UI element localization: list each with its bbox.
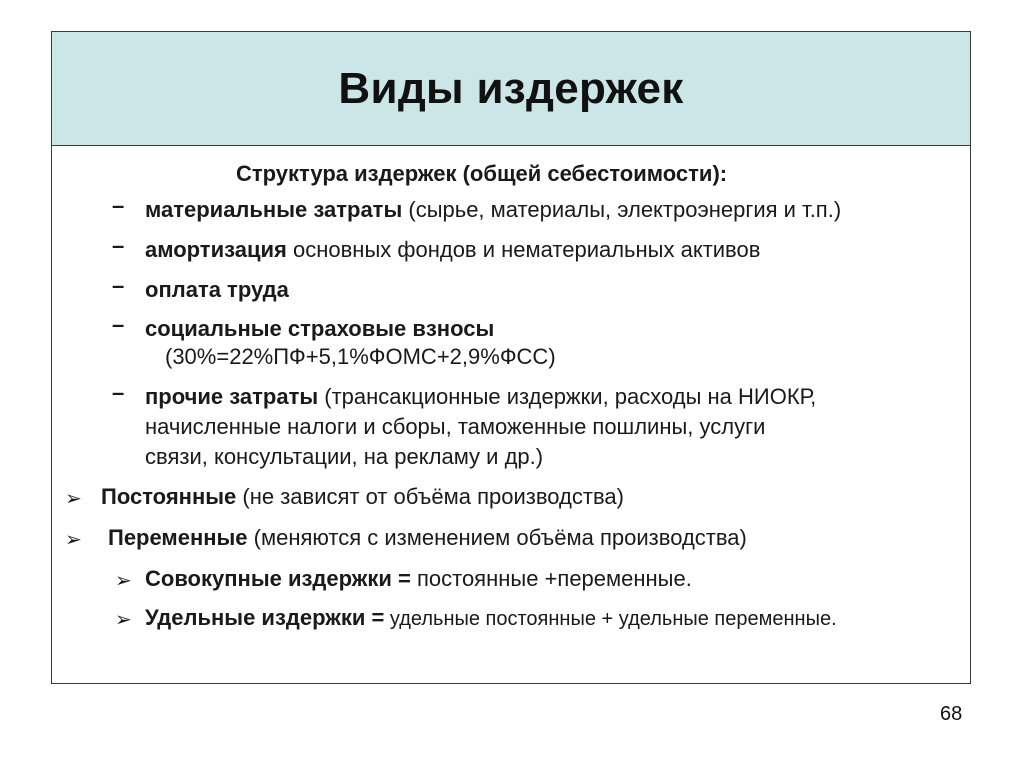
section-subtitle: Структура издержек (общей себестоимости): [236, 161, 728, 186]
list-item [145, 235, 760, 265]
arrow-bullet-icon: ➢ [65, 488, 82, 510]
dash-bullet: – [112, 380, 125, 405]
item-text: (сырье, материалы, электроэнергия и т.п.) [402, 197, 842, 222]
item-text: удельные постоянные + удельные переменные. [384, 608, 837, 630]
arrow-bullet-icon: ➢ [115, 570, 132, 592]
title-bar [52, 32, 970, 146]
arrow-bullet-icon: ➢ [115, 609, 132, 631]
item-continuation: связи, консультации, на рекламу и др.) [145, 444, 544, 469]
item-bold-text: прочие затраты [145, 384, 319, 409]
item-text: (не зависят от объёма производства) [236, 484, 624, 509]
arrow-bullet-icon: ➢ [65, 529, 82, 551]
item-text: (трансакционные издержки, расходы на НИОКР, [318, 384, 817, 409]
item-text: постоянные +переменные. [410, 566, 692, 591]
item-bold-text: амортизация [145, 237, 287, 262]
list-item [145, 314, 494, 344]
item-bold-text: социальные страховые взносы [145, 316, 495, 341]
item-bold-text: Переменные [108, 525, 248, 550]
item-continuation: (30%=22%ПФ+5,1%ФОМС+2,9%ФСС) [165, 344, 556, 369]
item-bold-text: Совокупные издержки = [145, 566, 411, 591]
list-item [145, 195, 841, 225]
item-bold-text: оплата труда [145, 277, 289, 302]
dash-bullet: – [112, 233, 125, 258]
list-item [108, 523, 747, 553]
dash-bullet: – [112, 193, 125, 218]
list-item [145, 564, 692, 594]
slide-title: Виды издержек [338, 63, 684, 113]
list-item [101, 482, 624, 512]
list-item [145, 382, 816, 412]
item-text: основных фондов и нематериальных активов [286, 237, 761, 262]
list-item [145, 275, 289, 305]
page-number: 68 [940, 703, 963, 725]
item-bold-text: материальные затраты [145, 197, 403, 222]
dash-bullet: – [112, 312, 125, 337]
list-item [145, 603, 837, 634]
item-text: (меняются с изменением объёма производства) [247, 525, 747, 550]
item-continuation: начисленные налоги и сборы, таможенные пошлины, услуги [145, 414, 766, 439]
item-bold-text: Постоянные [101, 484, 237, 509]
item-bold-text: Удельные издержки = [145, 605, 385, 630]
slide-frame [51, 31, 971, 684]
dash-bullet: – [112, 273, 125, 298]
